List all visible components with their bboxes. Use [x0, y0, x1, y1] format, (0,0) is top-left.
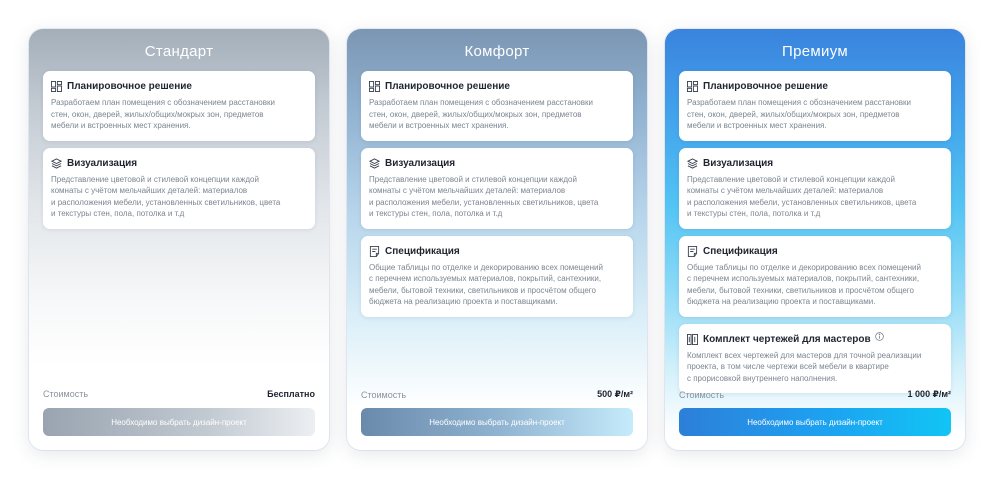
feature-title: Спецификация	[703, 245, 778, 257]
feature-title: Визуализация	[703, 157, 774, 169]
feature-card-layout	[361, 71, 633, 141]
feature-title: Планировочное решение	[385, 81, 510, 92]
feature-title: Визуализация	[67, 157, 138, 169]
price-value: Бесплатно	[267, 389, 315, 399]
feature-title: Визуализация	[385, 157, 456, 169]
feature-title: Спецификация	[385, 245, 460, 257]
feature-card-layout	[43, 71, 315, 141]
feature-description: Разработаем план помещения с обозначением расстановки стен, окон, дверей, жилых/общих/мокрых зон, предметов мебели и встроенных мест хранения.	[687, 98, 911, 130]
select-design-project-button[interactable]: Необходимо выбрать дизайн-проект	[43, 408, 315, 436]
feature-description: Разработаем план помещения с обозначением расстановки стен, окон, дверей, жилых/общих/мокрых зон, предметов мебели и встроенных мест хранения.	[369, 98, 593, 130]
feature-card-specification	[361, 236, 633, 317]
feature-description: Общие таблицы по отделке и декорированию всех помещений с перечнем используемых материалов, покрытий, сантехники, мебели, бытовой техники, светильников и просчётом общего бюджета на реализацию проекта и поставщиками.	[369, 262, 603, 306]
feature-description: Представление цветовой и стилевой концепции каждой комнаты с учётом мельчайших деталей: материалов и расположения мебели, установленных светильников, цвета и текстуры стен, пола, потолка и т.д	[687, 174, 917, 218]
feature-card-visualization	[43, 148, 315, 229]
feature-card-blueprints	[679, 324, 951, 394]
feature-title: Планировочное решение	[703, 81, 828, 92]
feature-list	[679, 71, 951, 400]
price-row	[43, 389, 315, 399]
select-design-project-button[interactable]: Необходимо выбрать дизайн-проект	[679, 408, 951, 436]
feature-card-visualization	[679, 148, 951, 229]
info-icon[interactable]	[875, 332, 884, 341]
select-design-project-button[interactable]: Необходимо выбрать дизайн-проект	[361, 408, 633, 436]
layout-icon	[687, 81, 698, 92]
feature-list	[43, 71, 315, 236]
plan-card-standard	[29, 29, 329, 450]
feature-description: Представление цветовой и стилевой концепции каждой комнаты с учётом мельчайших деталей: материалов и расположения мебели, установленных светильников, цвета и текстуры стен, пола, потолка и т.д	[51, 174, 281, 218]
price-label: Стоимость	[361, 389, 407, 400]
specification-icon	[687, 246, 698, 257]
feature-description: Общие таблицы по отделке и декорированию всех помещений с перечнем используемых материалов, покрытий, сантехники, мебели, бытовой техники, светильников и просчётом общего бюджета на реализацию проекта и поставщиками.	[687, 262, 921, 306]
layout-icon	[369, 81, 380, 92]
price-value: 500 ₽/м²	[597, 389, 633, 399]
plan-title: Комфорт	[464, 43, 530, 60]
feature-card-layout	[679, 71, 951, 141]
price-value: 1 000 ₽/м²	[907, 389, 951, 399]
price-label: Стоимость	[43, 389, 89, 399]
feature-title: Комплект чертежей для мастеров	[703, 333, 871, 345]
feature-title: Планировочное решение	[67, 81, 192, 92]
feature-card-specification	[679, 236, 951, 317]
feature-description: Разработаем план помещения с обозначением расстановки стен, окон, дверей, жилых/общих/мокрых зон, предметов мебели и встроенных мест хранения.	[51, 98, 275, 130]
layout-icon	[51, 81, 62, 92]
layers-icon	[369, 158, 380, 169]
feature-card-visualization	[361, 148, 633, 229]
feature-description: Комплект всех чертежей для мастеров для точной реализации проекта, в том числе чертежи всей мебели в квартире с прорисовкой внутреннего наполнения.	[687, 350, 922, 383]
feature-list	[361, 71, 633, 324]
price-row	[361, 389, 633, 400]
blueprint-icon	[687, 334, 698, 345]
plan-card-premium	[665, 29, 965, 450]
plan-card-comfort	[347, 29, 647, 450]
feature-description: Представление цветовой и стилевой концепции каждой комнаты с учётом мельчайших деталей: материалов и расположения мебели, установленных светильников, цвета и текстуры стен, пола, потолка и т.д	[369, 174, 599, 218]
plan-title: Премиум	[782, 43, 848, 60]
layers-icon	[687, 158, 698, 169]
price-label: Стоимость	[679, 389, 725, 400]
layers-icon	[51, 158, 62, 169]
price-row	[679, 389, 951, 400]
specification-icon	[369, 246, 380, 257]
plan-title: Стандарт	[144, 43, 214, 60]
